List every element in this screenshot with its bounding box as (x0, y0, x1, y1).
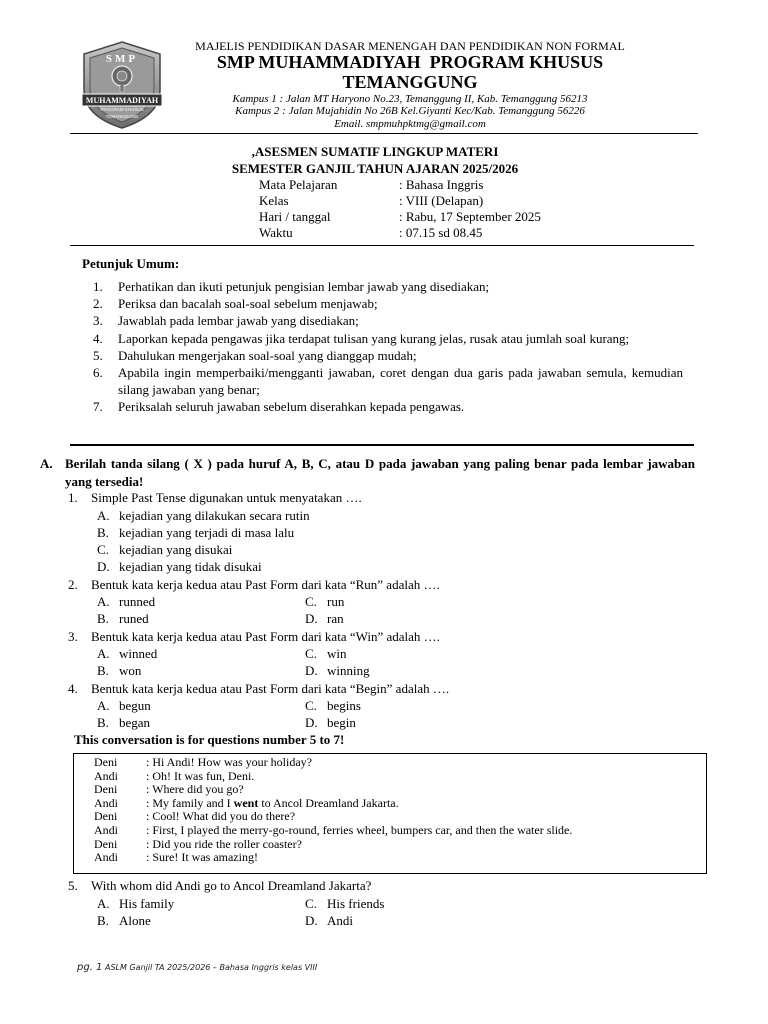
option-letter: C. (305, 698, 317, 713)
utterance: : Sure! It was amazing! (146, 850, 258, 865)
meta-row (259, 209, 541, 225)
option-c (305, 697, 361, 714)
option-text: winned (119, 646, 158, 661)
footer-text: ASLM Ganjil TA 2025/2026 – Bahasa Inggris kelas VIII (104, 963, 318, 972)
option-a (97, 593, 155, 610)
petunjuk-heading: Petunjuk Umum: (82, 256, 180, 271)
item-number: 3. (93, 313, 103, 329)
speaker: Deni (94, 836, 118, 851)
question-text: Bentuk kata kerja kedua atau Past Form dari kata “Win” adalah …. (91, 629, 440, 644)
option-c (305, 895, 384, 912)
option-a (97, 895, 174, 912)
option-letter: B. (97, 913, 109, 928)
item-number: 7. (93, 399, 103, 415)
item-text: Apabila ingin memperbaiki/mengganti jawaban, coret dengan dua garis pada jawaban semula, kemudian silang jawaban yang benar; (118, 365, 683, 398)
item-text: Dahulukan mengerjakan soal-soal yang dianggap mudah; (118, 347, 417, 363)
meta-row (259, 225, 541, 241)
option-b (97, 610, 149, 627)
utterance: : Oh! It was fun, Deni. (146, 768, 255, 783)
dialog-line (94, 824, 706, 838)
item-number: 2. (93, 296, 103, 312)
option-text: win (327, 646, 347, 661)
meta-row (259, 193, 541, 209)
option-text: began (119, 715, 151, 730)
option-d (305, 912, 353, 929)
option-letter: B. (97, 611, 109, 626)
list-item (93, 398, 683, 415)
exam-semester: SEMESTER GANJIL TAHUN AJARAN 2025/2026 (231, 161, 519, 176)
petunjuk-list (93, 278, 683, 416)
item-text: Jawablah pada lembar jawab yang disediakan; (118, 313, 359, 329)
utterance-pre: : My family and I (146, 795, 234, 810)
page-number: pg. 1 (77, 962, 103, 973)
list-item (93, 295, 683, 312)
option-letter: D. (97, 559, 110, 574)
option-letter: A. (97, 594, 110, 609)
speaker: Andi (94, 795, 118, 810)
option-text: Alone (119, 913, 151, 928)
option-text: begun (119, 698, 151, 713)
option-d (305, 714, 356, 731)
question-5 (68, 877, 371, 894)
item-text: Perhatikan dan ikuti petunjuk pengisian lembar jawab yang disediakan; (118, 279, 490, 294)
utterance (146, 797, 399, 811)
option-text: kejadian yang terjadi di masa lalu (119, 525, 295, 540)
meta-divider (70, 245, 694, 246)
meta-value: : Rabu, 17 September 2025 (399, 209, 541, 224)
item-text: Periksa dan bacalah soal-soal sebelum menjawab; (118, 296, 378, 312)
utterance: : Where did you go? (146, 782, 244, 797)
question-3 (68, 628, 440, 645)
option-letter: C. (305, 646, 317, 661)
meta-key: Kelas (259, 193, 289, 208)
conversation-heading: This conversation is for questions number 5 to 7! (74, 732, 345, 747)
list-item (93, 330, 683, 347)
page-footer (77, 962, 317, 973)
option-letter: C. (305, 896, 317, 911)
option-letter: C. (305, 594, 317, 609)
meta-value: : 07.15 sd 08.45 (399, 225, 483, 240)
speaker: Andi (94, 822, 118, 837)
speaker: Deni (94, 755, 118, 769)
option-b (97, 714, 150, 731)
speaker: Deni (94, 809, 118, 824)
option-text: kejadian yang dilakukan secara rutin (119, 508, 310, 523)
meta-key: Hari / tanggal (259, 209, 331, 224)
option-d (305, 610, 344, 627)
option-letter: D. (305, 663, 318, 678)
list-item (93, 312, 683, 329)
meta-key: Waktu (259, 225, 293, 240)
option-letter: C. (97, 542, 109, 557)
question-number: 5. (68, 878, 78, 893)
dialog-line (94, 756, 706, 770)
option-letter: A. (97, 508, 110, 523)
list-item (93, 278, 683, 295)
campus-2: Kampus 2 : Jalan Mujahidin No 26B Kel.Giyanti Kec/Kab. Temanggung 56226 (235, 105, 585, 117)
utterance: : Hi Andi! How was your holiday? (146, 755, 312, 769)
dialog-line (94, 810, 706, 824)
school-logo (80, 40, 164, 130)
dialog-line (94, 851, 706, 865)
item-text: Periksalah seluruh jawaban sebelum diserahkan kepada pengawas. (118, 399, 465, 415)
item-number: 1. (93, 279, 103, 294)
option-text: runned (119, 594, 156, 609)
majelis-line: MAJELIS PENDIDIKAN DASAR MENENGAH DAN PENDIDIKAN NON FORMAL (195, 39, 625, 53)
option-c (97, 541, 232, 558)
meta-value: : VIII (Delapan) (399, 193, 484, 208)
speaker: Andi (94, 768, 118, 783)
option-letter: B. (97, 663, 109, 678)
option-letter: A. (97, 698, 110, 713)
question-text: With whom did Andi go to Ancol Dreamland Jakarta? (91, 878, 372, 893)
campus-1: Kampus 1 : Jalan MT Haryono No.23, Temanggung II, Kab. Temanggung 56213 (232, 93, 588, 105)
option-b (97, 524, 294, 541)
exam-meta (259, 177, 541, 241)
section-a-instruction (40, 455, 695, 490)
exam-title: ,ASESMEN SUMATIF LINGKUP MATERI (251, 144, 499, 159)
option-a (97, 697, 151, 714)
option-d (305, 662, 370, 679)
option-letter: D. (305, 715, 318, 730)
option-text: His friends (327, 896, 385, 911)
option-letter: A. (97, 646, 110, 661)
option-letter: B. (97, 525, 109, 540)
section-label: A. (40, 456, 53, 471)
question-number: 2. (68, 577, 78, 592)
item-number: 4. (93, 330, 103, 346)
question-2 (68, 576, 440, 593)
school-name (160, 52, 660, 92)
item-number: 5. (93, 347, 103, 363)
option-text: kejadian yang tidak disukai (119, 559, 262, 574)
option-text: His family (119, 896, 175, 911)
speaker: Deni (94, 782, 118, 797)
question-number: 4. (68, 681, 78, 696)
section-text: Berilah tanda silang ( X ) pada huruf A, B, C, atau D pada jawaban yang paling benar pada lembar jawaban yang tersedia! (65, 456, 695, 489)
meta-row (259, 177, 541, 193)
item-number: 6. (93, 365, 103, 381)
school-email: Email. smpmuhpktmg@gmail.com (334, 118, 486, 130)
option-letter: A. (97, 896, 110, 911)
option-text: Andi (327, 913, 353, 928)
utterance-bold: went (233, 795, 259, 810)
question-number: 1. (68, 490, 78, 505)
question-text: Bentuk kata kerja kedua atau Past Form dari kata “Begin” adalah …. (91, 681, 450, 696)
option-c (305, 593, 344, 610)
option-text: runed (119, 611, 149, 626)
utterance-post: to Ancol Dreamland Jakarta. (258, 795, 399, 810)
question-1 (68, 489, 362, 506)
option-d (97, 558, 262, 575)
dialog-line (94, 770, 706, 784)
option-text: kejadian yang disukai (119, 542, 233, 557)
speaker: Andi (94, 850, 118, 865)
meta-value: : Bahasa Inggris (399, 177, 484, 192)
school-name-line2: TEMANGGUNG (342, 72, 478, 92)
option-c (305, 645, 347, 662)
option-text: begins (327, 698, 361, 713)
item-text: Laporkan kepada pengawas jika terdapat tulisan yang kurang jelas, rusak atau jumlah soal kurang; (118, 330, 630, 346)
dialog-line (94, 838, 706, 852)
school-name-line1: SMP MUHAMMADIYAH PROGRAM KHUSUS (216, 52, 604, 72)
logo-text-sub: PROGRAM KHUSUS (100, 107, 144, 112)
option-text: won (119, 663, 142, 678)
logo-text-bottom: TEMANGGUNG (105, 114, 139, 119)
dialog-line (94, 797, 706, 811)
meta-key: Mata Pelajaran (259, 177, 338, 192)
option-text: ran (327, 611, 344, 626)
option-text: winning (327, 663, 370, 678)
logo-text-band: MUHAMMADIYAH (85, 96, 159, 105)
header-divider (70, 133, 698, 134)
option-letter: D. (305, 913, 318, 928)
list-item (93, 347, 683, 364)
question-text: Simple Past Tense digunakan untuk menyatakan …. (91, 490, 362, 505)
question-text: Bentuk kata kerja kedua atau Past Form dari kata “Run” adalah …. (91, 577, 440, 592)
question-number: 3. (68, 629, 78, 644)
conversation-box (73, 753, 707, 874)
option-a (97, 507, 310, 524)
option-a (97, 645, 157, 662)
dialog-line (94, 783, 706, 797)
option-b (97, 912, 151, 929)
question-4 (68, 680, 449, 697)
logo-text-top: SMP (105, 53, 139, 65)
option-letter: D. (305, 611, 318, 626)
option-text: begin (327, 715, 356, 730)
utterance: : Cool! What did you do there? (146, 809, 296, 824)
list-item (93, 364, 683, 398)
utterance: : Did you ride the roller coaster? (146, 836, 302, 851)
petunjuk-divider (70, 444, 694, 446)
option-b (97, 662, 141, 679)
option-text: run (327, 594, 345, 609)
utterance: : First, I played the merry-go-round, ferries wheel, bumpers car, and then the water slide. (146, 822, 573, 837)
option-letter: B. (97, 715, 109, 730)
